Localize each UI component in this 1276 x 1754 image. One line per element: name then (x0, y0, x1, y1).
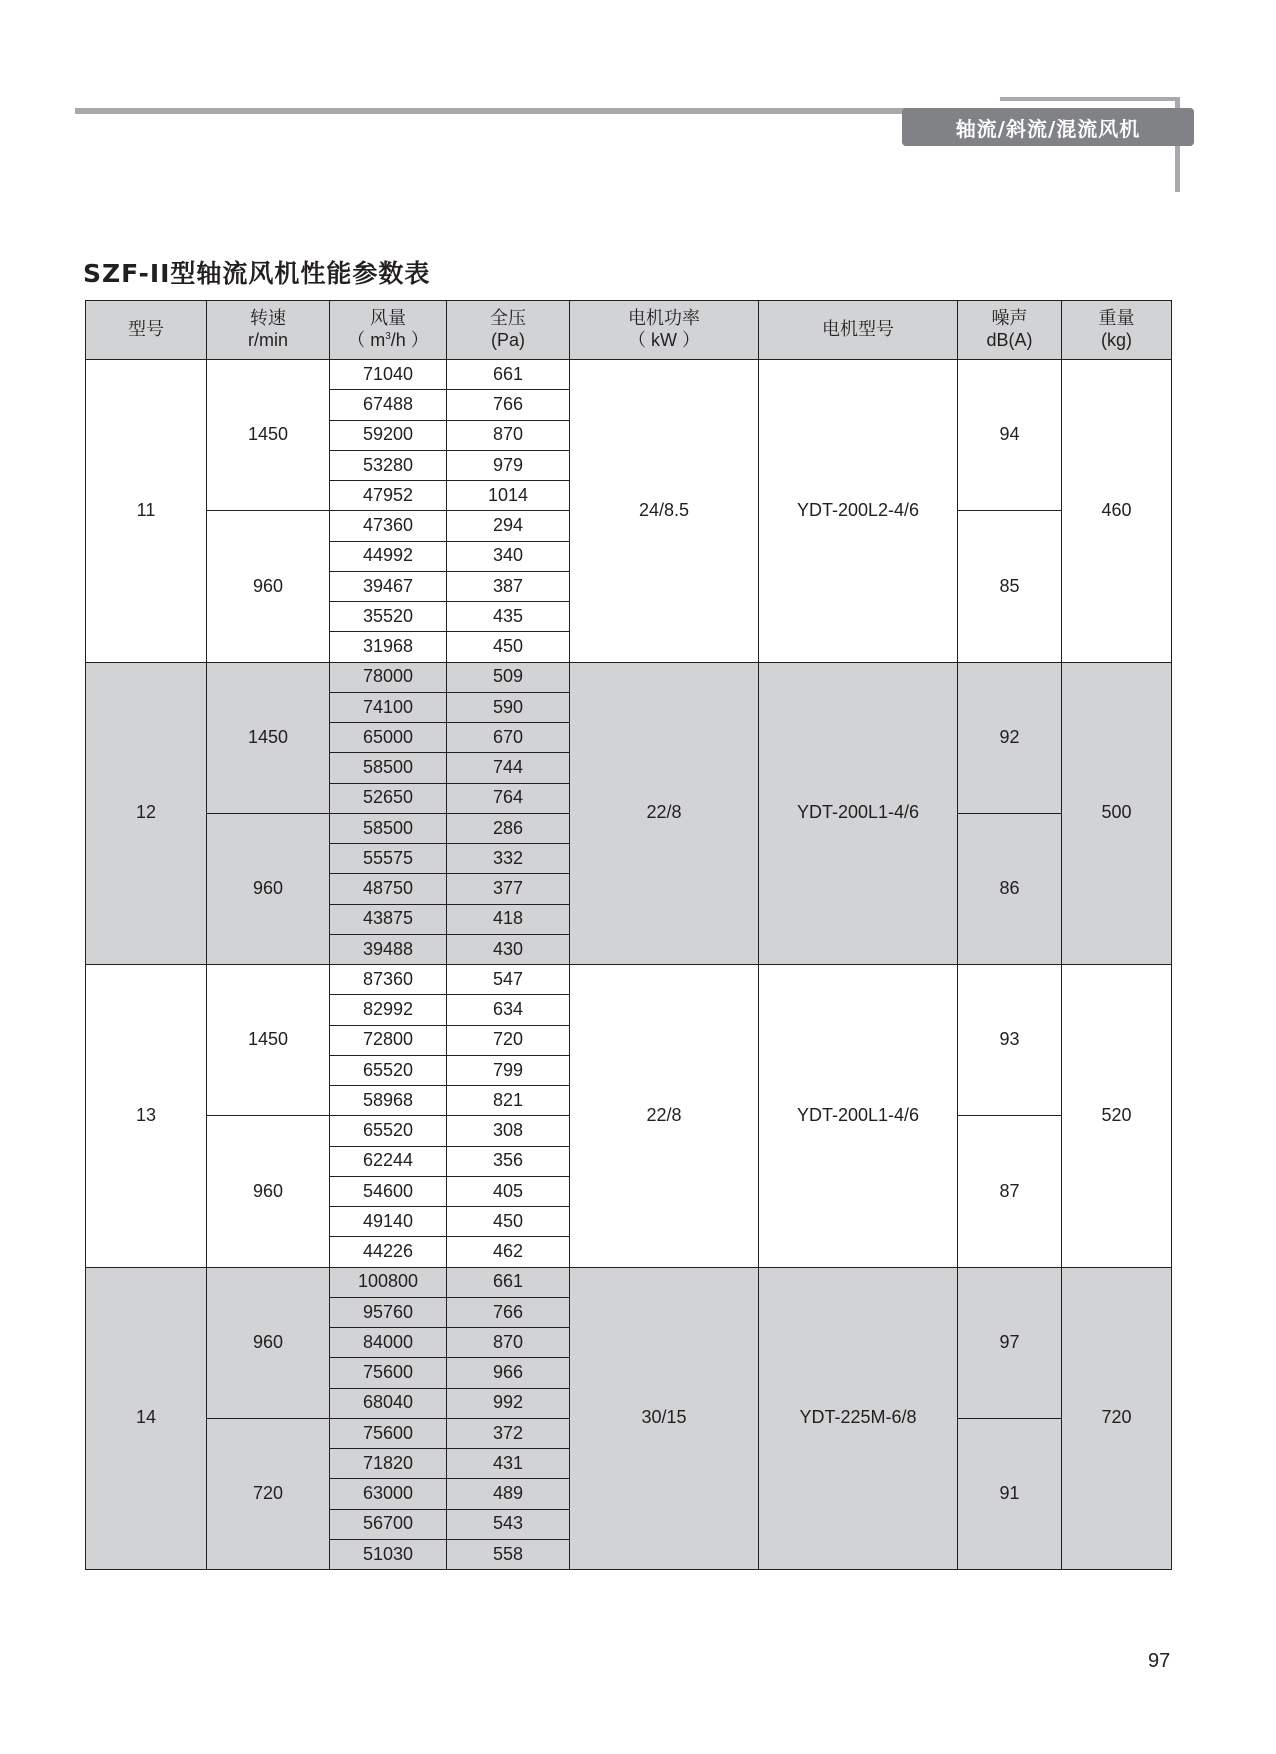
power-cell: 22/8 (570, 662, 759, 965)
airflow-cell: 39467 (330, 571, 447, 601)
noise-cell: 94 (958, 360, 1062, 511)
airflow-cell: 51030 (330, 1539, 447, 1569)
airflow-cell: 78000 (330, 662, 447, 692)
airflow-cell: 75600 (330, 1418, 447, 1448)
pressure-cell: 435 (447, 602, 570, 632)
table-row (86, 965, 1172, 995)
pressure-cell: 547 (447, 965, 570, 995)
header-power: 电机功率 （ kW ） (570, 301, 759, 360)
speed-cell: 960 (207, 813, 330, 964)
airflow-cell: 58968 (330, 1086, 447, 1116)
pressure-cell: 1014 (447, 481, 570, 511)
header-pressure: 全压 (Pa) (447, 301, 570, 360)
pressure-cell: 821 (447, 1086, 570, 1116)
airflow-cell: 100800 (330, 1267, 447, 1297)
pressure-cell: 870 (447, 420, 570, 450)
motor-cell: YDT-200L1-4/6 (759, 662, 958, 965)
pressure-cell: 744 (447, 753, 570, 783)
pressure-cell: 661 (447, 360, 570, 390)
airflow-cell: 72800 (330, 1025, 447, 1055)
airflow-cell: 71040 (330, 360, 447, 390)
performance-table (85, 300, 1172, 1570)
weight-cell: 720 (1062, 1267, 1172, 1570)
header-model: 型号 (86, 301, 207, 360)
pressure-cell: 377 (447, 874, 570, 904)
weight-cell: 520 (1062, 965, 1172, 1268)
airflow-cell: 48750 (330, 874, 447, 904)
speed-cell: 960 (207, 1116, 330, 1267)
pressure-cell: 372 (447, 1418, 570, 1448)
noise-cell: 93 (958, 965, 1062, 1116)
pressure-cell: 450 (447, 1207, 570, 1237)
model-group (86, 662, 1172, 965)
header-weight: 重量 (kg) (1062, 301, 1172, 360)
speed-cell: 960 (207, 1267, 330, 1418)
airflow-cell: 47952 (330, 481, 447, 511)
page-number: 97 (1148, 1650, 1171, 1672)
airflow-cell: 74100 (330, 692, 447, 722)
table-row (86, 1267, 1172, 1297)
airflow-cell: 31968 (330, 632, 447, 662)
airflow-cell: 44992 (330, 541, 447, 571)
model-group (86, 360, 1172, 663)
airflow-cell: 52650 (330, 783, 447, 813)
pressure-cell: 450 (447, 632, 570, 662)
airflow-cell: 65000 (330, 723, 447, 753)
pressure-cell: 720 (447, 1025, 570, 1055)
header-bracket-top (1000, 97, 1179, 101)
pressure-cell: 294 (447, 511, 570, 541)
airflow-cell: 39488 (330, 934, 447, 964)
pressure-cell: 979 (447, 450, 570, 480)
noise-cell: 85 (958, 511, 1062, 662)
pressure-cell: 799 (447, 1055, 570, 1085)
pressure-cell: 356 (447, 1146, 570, 1176)
weight-cell: 460 (1062, 360, 1172, 663)
motor-cell: YDT-200L2-4/6 (759, 360, 958, 663)
pressure-cell: 764 (447, 783, 570, 813)
pressure-cell: 558 (447, 1539, 570, 1569)
airflow-cell: 47360 (330, 511, 447, 541)
airflow-cell: 56700 (330, 1509, 447, 1539)
airflow-cell: 35520 (330, 602, 447, 632)
pressure-cell: 966 (447, 1358, 570, 1388)
header-row (86, 301, 1172, 360)
noise-cell: 86 (958, 813, 1062, 964)
pressure-cell: 462 (447, 1237, 570, 1267)
pressure-cell: 431 (447, 1449, 570, 1479)
pressure-cell: 590 (447, 692, 570, 722)
airflow-cell: 53280 (330, 450, 447, 480)
model-cell: 13 (86, 965, 207, 1268)
pressure-cell: 340 (447, 541, 570, 571)
model-cell: 11 (86, 360, 207, 663)
pressure-cell: 766 (447, 1297, 570, 1327)
pressure-cell: 387 (447, 571, 570, 601)
pressure-cell: 870 (447, 1328, 570, 1358)
airflow-cell: 95760 (330, 1297, 447, 1327)
model-cell: 14 (86, 1267, 207, 1570)
airflow-cell: 58500 (330, 753, 447, 783)
pressure-cell: 766 (447, 390, 570, 420)
airflow-cell: 62244 (330, 1146, 447, 1176)
pressure-cell: 405 (447, 1176, 570, 1206)
noise-cell: 87 (958, 1116, 1062, 1267)
pressure-cell: 509 (447, 662, 570, 692)
airflow-cell: 55575 (330, 844, 447, 874)
pressure-cell: 286 (447, 813, 570, 843)
pressure-cell: 634 (447, 995, 570, 1025)
pressure-cell: 661 (447, 1267, 570, 1297)
weight-cell: 500 (1062, 662, 1172, 965)
airflow-cell: 67488 (330, 390, 447, 420)
speed-cell: 720 (207, 1418, 330, 1569)
pressure-cell: 430 (447, 934, 570, 964)
speed-cell: 960 (207, 511, 330, 662)
model-cell: 12 (86, 662, 207, 965)
pressure-cell: 332 (447, 844, 570, 874)
pressure-cell: 670 (447, 723, 570, 753)
airflow-cell: 65520 (330, 1116, 447, 1146)
section-tab: 轴流/斜流/混流风机 (902, 108, 1194, 146)
header-noise: 噪声 dB(A) (958, 301, 1062, 360)
pressure-cell: 418 (447, 904, 570, 934)
pressure-cell: 543 (447, 1509, 570, 1539)
airflow-cell: 65520 (330, 1055, 447, 1085)
table-row (86, 360, 1172, 390)
noise-cell: 91 (958, 1418, 1062, 1569)
page-title: SZF-II型轴流风机性能参数表 (83, 259, 431, 288)
pressure-cell: 489 (447, 1479, 570, 1509)
airflow-cell: 43875 (330, 904, 447, 934)
pressure-cell: 308 (447, 1116, 570, 1146)
airflow-cell: 82992 (330, 995, 447, 1025)
pressure-cell: 992 (447, 1388, 570, 1418)
model-group (86, 1267, 1172, 1570)
airflow-cell: 59200 (330, 420, 447, 450)
airflow-cell: 63000 (330, 1479, 447, 1509)
airflow-cell: 58500 (330, 813, 447, 843)
airflow-cell: 54600 (330, 1176, 447, 1206)
motor-cell: YDT-200L1-4/6 (759, 965, 958, 1268)
noise-cell: 97 (958, 1267, 1062, 1418)
header-speed: 转速 r/min (207, 301, 330, 360)
airflow-cell: 87360 (330, 965, 447, 995)
airflow-cell: 68040 (330, 1388, 447, 1418)
speed-cell: 1450 (207, 360, 330, 511)
motor-cell: YDT-225M-6/8 (759, 1267, 958, 1570)
airflow-cell: 75600 (330, 1358, 447, 1388)
power-cell: 30/15 (570, 1267, 759, 1570)
model-group (86, 965, 1172, 1268)
power-cell: 22/8 (570, 965, 759, 1268)
power-cell: 24/8.5 (570, 360, 759, 663)
airflow-cell: 71820 (330, 1449, 447, 1479)
speed-cell: 1450 (207, 965, 330, 1116)
airflow-cell: 44226 (330, 1237, 447, 1267)
noise-cell: 92 (958, 662, 1062, 813)
airflow-cell: 84000 (330, 1328, 447, 1358)
table-row (86, 662, 1172, 692)
speed-cell: 1450 (207, 662, 330, 813)
header-motor: 电机型号 (759, 301, 958, 360)
header-airflow: 风量 （ $m^3/h$ ） (330, 301, 447, 360)
airflow-cell: 49140 (330, 1207, 447, 1237)
